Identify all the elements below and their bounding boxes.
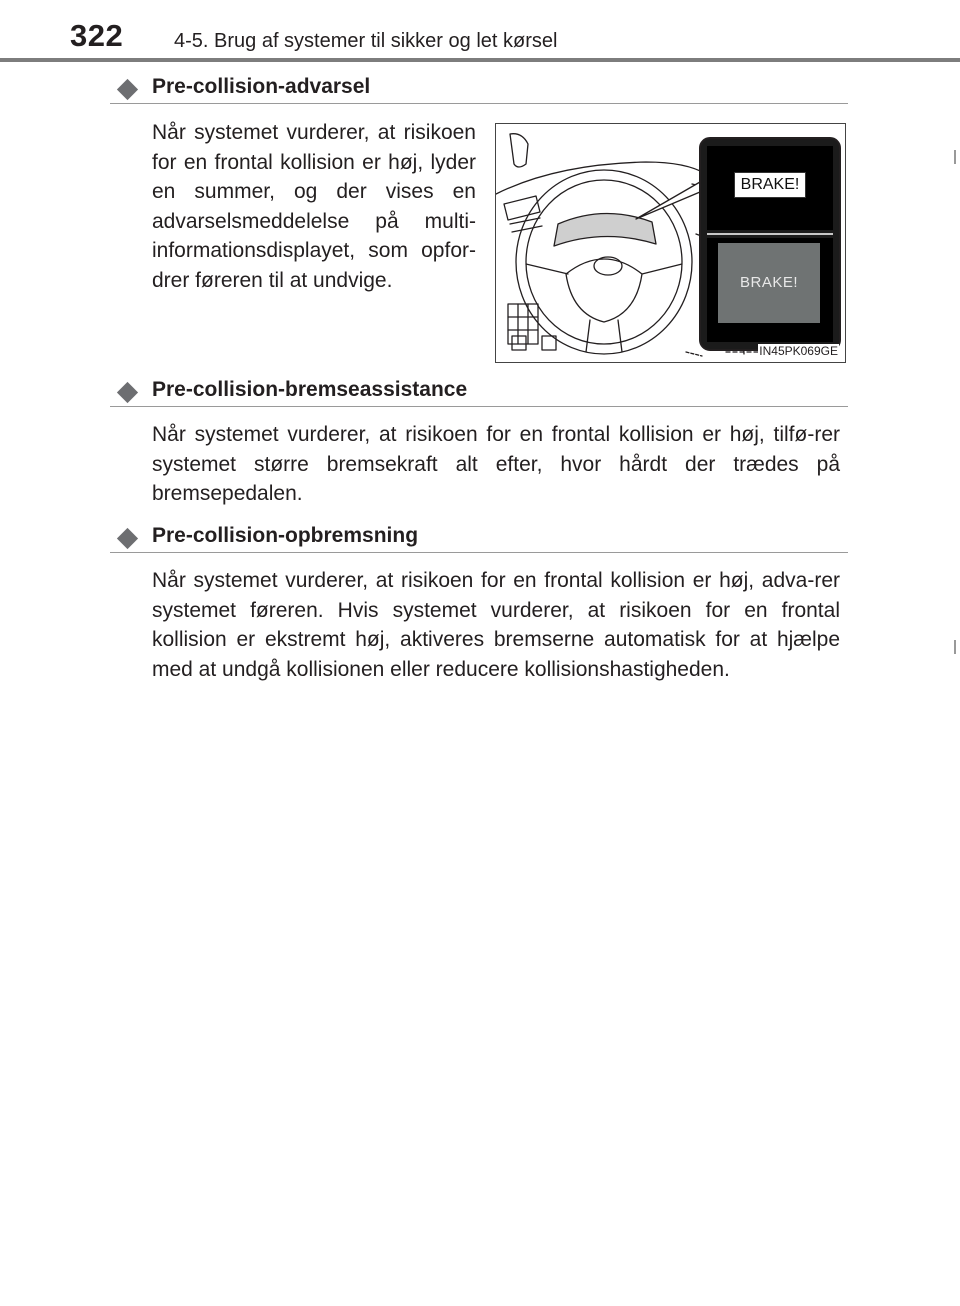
diamond-bullet-icon [117, 79, 138, 100]
margin-mark [954, 150, 956, 164]
section-heading-text: Pre-collision-advarsel [152, 75, 371, 98]
section-body-pre-collision-braking: Når systemet vurderer, at risikoen for en frontal kollision er høj, adva-rer systemet føreren. Hvis systemet vurderer, at risikoen for en frontal kollision er ekstremt høj, aktiveres bremserne automatisk for at hjælpe med at undgå kollisionen eller reducere kollisionshastigheden. [152, 569, 840, 681]
section-heading-text: Pre-collision-bremseassistance [152, 378, 468, 401]
heading-divider [110, 103, 848, 104]
diamond-bullet-icon [117, 382, 138, 403]
section-heading-pre-collision-warning [110, 73, 848, 105]
figure-code: IN45PK069GE [759, 344, 838, 358]
header-divider [0, 58, 960, 62]
margin-mark [954, 640, 956, 654]
section-body-brake-assist: Når systemet vurderer, at risikoen for en frontal kollision er høj, tilfø-rer systemet større bremsekraft alt efter, hvor hårdt der trædes på bremsepedalen. [152, 423, 840, 505]
heading-divider [110, 406, 848, 407]
section-heading-brake-assist [110, 376, 848, 408]
brake-warning-message: BRAKE! [734, 172, 806, 198]
section-body-pre-collision-warning: Når systemet vurderer, at risikoen for en frontal kollision er høj, lyder en summer, og der vises en advarselsmeddelelse på multi-informationsdisplayet, som opfor-drer føreren til at undvige. [152, 121, 476, 292]
brake-warning-display: BRAKE! [718, 243, 820, 323]
diamond-bullet-icon [117, 528, 138, 549]
section-heading-pre-collision-braking [110, 522, 848, 554]
heading-divider [110, 552, 848, 553]
chapter-title: 4-5. Brug af systemer til sikker og let kørsel [174, 30, 558, 52]
page-header [0, 0, 960, 64]
page-number: 322 [70, 18, 124, 53]
section-heading-text: Pre-collision-opbremsning [152, 524, 419, 547]
